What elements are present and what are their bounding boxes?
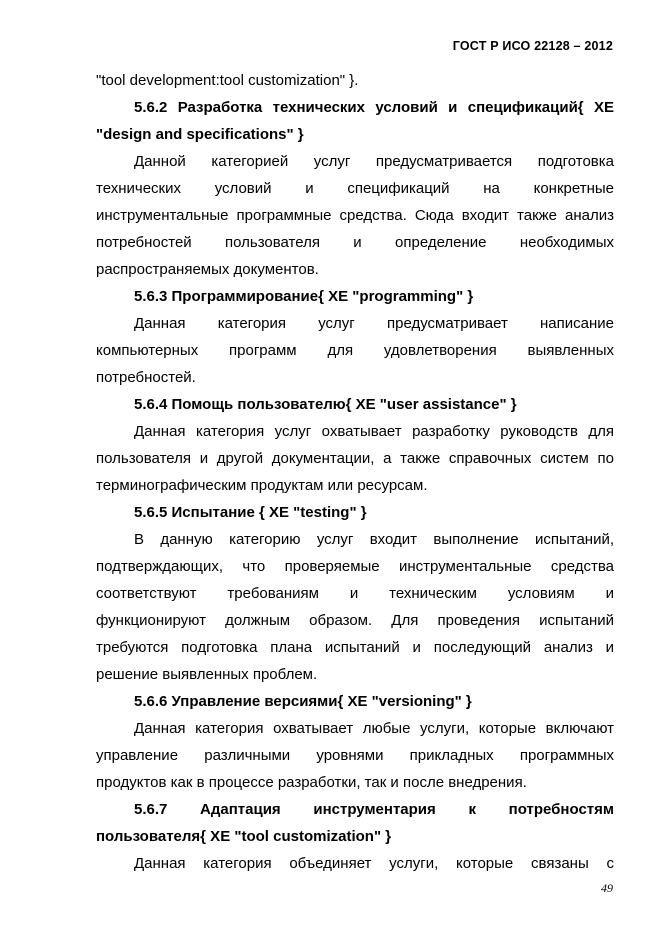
text-line: управление различными уровнями прикладных программных xyxy=(96,747,614,764)
section-heading-5-6-2-cont: "design and specifications" } xyxy=(96,126,304,143)
text-line: требуются подготовка плана испытаний и последующий анализ и xyxy=(96,639,614,656)
section-heading-5-6-2: 5.6.2 Разработка технических условий и спецификаций{ XE xyxy=(134,99,614,116)
text-line: продуктов как в процессе разработки, так и после внедрения. xyxy=(96,774,527,791)
text-line: соответствуют требованиям и техническим условиям и xyxy=(96,585,614,602)
text-line: "tool development:tool customization" }. xyxy=(96,72,359,89)
section-heading-5-6-7: 5.6.7 Адаптация инструментария к потребностям xyxy=(134,801,614,818)
section-heading-5-6-6: 5.6.6 Управление версиями{ XE "versioning" } xyxy=(134,693,472,710)
text-line: Данная категория охватывает любые услуги, которые включают xyxy=(134,720,614,737)
text-line: функционируют должным образом. Для проведения испытаний xyxy=(96,612,614,629)
page-number: 49 xyxy=(601,881,613,895)
text-line: потребностей. xyxy=(96,369,196,386)
section-heading-5-6-3: 5.6.3 Программирование{ XE "programming" } xyxy=(134,288,474,305)
section-heading-5-6-7-cont: пользователя{ XE "tool customization" } xyxy=(96,828,392,845)
text-line: решение выявленных проблем. xyxy=(96,666,318,683)
text-line: распространяемых документов. xyxy=(96,261,319,278)
text-line: инструментальные программные средства. Сюда входит также анализ xyxy=(96,207,614,224)
text-line: подтверждающих, что проверяемые инструментальные средства xyxy=(96,558,614,575)
text-line: пользователя и другой документации, а также справочных систем по xyxy=(96,450,614,467)
section-heading-5-6-5: 5.6.5 Испытание { XE "testing" } xyxy=(134,504,367,521)
document-header: ГОСТ Р ИСО 22128 – 2012 xyxy=(452,39,613,53)
text-line: Данная категория объединяет услуги, которые связаны с xyxy=(134,855,614,872)
document-body xyxy=(96,67,614,877)
text-line: потребностей пользователя и определение необходимых xyxy=(96,234,614,251)
text-line: Данная категория услуг предусматривает написание xyxy=(134,315,614,332)
text-line: технических условий и спецификаций на конкретные xyxy=(96,180,614,197)
text-line: Данная категория услуг охватывает разработку руководств для xyxy=(134,423,614,440)
text-line: В данную категорию услуг входит выполнение испытаний, xyxy=(134,531,614,548)
text-line: Данной категорией услуг предусматривается подготовка xyxy=(134,153,614,170)
text-line: терминографическим продуктам или ресурсам. xyxy=(96,477,428,494)
section-heading-5-6-4: 5.6.4 Помощь пользователю{ XE "user assistance" } xyxy=(134,396,517,413)
text-line: компьютерных программ для удовлетворения выявленных xyxy=(96,342,614,359)
